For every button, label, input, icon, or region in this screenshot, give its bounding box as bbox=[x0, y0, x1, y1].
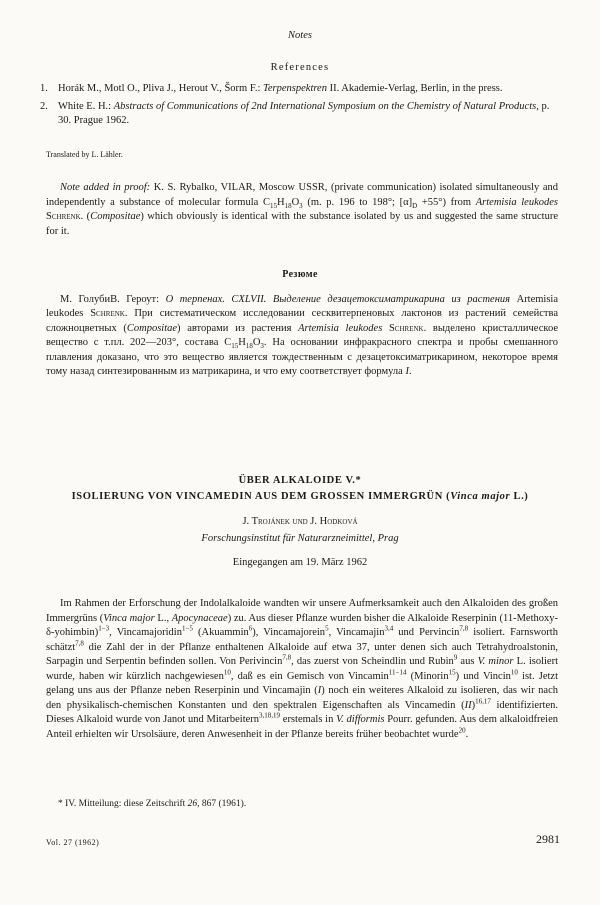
species-name: Artemisia leukodes bbox=[298, 322, 383, 334]
reference-number: 2. bbox=[40, 101, 48, 112]
title-text: ISOLIERUNG VON VINCAMEDIN AUS DEM GROSSEN IMMERGRÜN ( bbox=[71, 491, 451, 502]
body-text: , daß es ein Gemisch von Vincamin bbox=[230, 670, 389, 682]
note-text: . ( bbox=[80, 211, 91, 222]
resume-text: . На основании инфракрасного спектра и пробы смешанного плавления доказано, что это вещество является тождественным с дезацетоксиматрикарином, некоторое время тому назад синтезированным из матрикарина, и что ему соответствует формула bbox=[46, 337, 558, 378]
received-date: Eingegangen am 19. März 1962 bbox=[232, 557, 368, 568]
citation: 10 bbox=[223, 668, 231, 676]
species-name: Vinca major bbox=[103, 612, 155, 624]
body-text: , Vincamajoridin bbox=[109, 627, 182, 638]
note-lead: Note added in proof: bbox=[60, 182, 151, 193]
reference-authors: White E. H.: bbox=[58, 101, 114, 112]
article-title-line2 bbox=[0, 489, 600, 505]
resume-paragraph bbox=[46, 293, 558, 379]
body-text: , Vincamajin bbox=[328, 627, 385, 638]
body-text: L., bbox=[154, 612, 172, 624]
reference-title: Terpenspektren bbox=[263, 83, 327, 94]
citation: 20 bbox=[458, 726, 466, 734]
body-text: isoliert. Farnsworth schätzt bbox=[46, 627, 558, 653]
running-head: Notes bbox=[288, 30, 312, 41]
article-authors: J. Trojánek und J. Hodková bbox=[242, 516, 358, 527]
article-institute: Forschungsinstitut für Naturarzneimittel, Prag bbox=[201, 533, 399, 544]
citation: 7,8 bbox=[282, 653, 292, 662]
note-text: K. S. Rybalko, VILAR, Moscow USSR, (private communication) isolated simultaneously and independently a substance of molecular formula C bbox=[46, 182, 558, 208]
body-text: die Zahl der in der Pflanze enthaltenen Alkaloide auf etwa 37, unter denen sich auch Tetrahydroalstonin, Sarpagin und Serpentin befinden sollen. Von Perivincin bbox=[46, 641, 558, 667]
citation: 5 bbox=[325, 624, 329, 633]
subscript: 15 bbox=[231, 342, 239, 351]
family-name: Apocynaceae bbox=[171, 612, 228, 624]
reference-item bbox=[40, 82, 562, 96]
resume-heading: Резюме bbox=[282, 269, 318, 280]
reference-rest: , p. 30. Prague 1962. bbox=[58, 101, 550, 126]
references-heading: References bbox=[270, 62, 330, 73]
formula-ref: I bbox=[317, 685, 322, 696]
body-text: und Pervincin bbox=[393, 627, 460, 638]
body-text: aus bbox=[457, 656, 478, 667]
citation: 15 bbox=[448, 668, 456, 676]
body-text: ist. Jetzt gelang uns aus der Pflanze neben Reserpinin und Vincamajin ( bbox=[46, 670, 558, 696]
resume-authors: М. ГолубиВ. Героут: bbox=[60, 294, 166, 305]
resume-text: H bbox=[238, 337, 246, 349]
subscript: 18 bbox=[284, 201, 292, 210]
resume-text: . При систематическом исследовании сесквитерпеновых лактонов из растений семейства сложноцветных ( bbox=[46, 308, 559, 334]
reference-rest: II. Akademie-Verlag, Berlin, in the press. bbox=[326, 83, 503, 94]
body-text: . bbox=[465, 728, 469, 740]
subscript: 3 bbox=[299, 201, 303, 210]
subscript: 18 bbox=[245, 342, 253, 351]
family-name: Compositae bbox=[126, 322, 178, 334]
resume-text bbox=[382, 323, 389, 334]
footnote-volume: 26 bbox=[187, 799, 198, 809]
body-text: Pourr. gefunden. Aus dem alkaloidfreien Anteil erhielten wir Ursolsäure, deren Anwesenheit in der Pflanze bereits früher beobachtet wurde bbox=[46, 714, 559, 740]
taxon-author: Schrenk bbox=[388, 322, 424, 334]
body-text: identifizierten. Dieses Alkaloid wurde von Janot und Mitarbeitern bbox=[46, 699, 558, 725]
species-name: Artemisia leukodes bbox=[475, 196, 558, 208]
body-text: , das zuerst von Scheindlin und Rubin bbox=[291, 656, 454, 667]
body-text: erstemals in bbox=[280, 714, 337, 725]
references-list bbox=[40, 82, 562, 132]
citation: 3,18,19 bbox=[259, 711, 281, 720]
citation: 7,8 bbox=[75, 639, 84, 647]
formula-ref: I bbox=[405, 366, 409, 378]
citation: 1−5 bbox=[181, 624, 193, 633]
subscript: 3 bbox=[260, 342, 264, 351]
footnote bbox=[58, 799, 246, 809]
title-species: Vinca major bbox=[450, 491, 511, 502]
citation: 16,17 bbox=[475, 697, 491, 705]
footnote-text: * IV. Mitteilung: diese Zeitschrift bbox=[58, 799, 188, 809]
note-text: +55°) from bbox=[417, 196, 476, 208]
citation: 6 bbox=[248, 624, 253, 633]
body-text: (Minorin bbox=[406, 670, 449, 682]
reference-item bbox=[40, 100, 562, 128]
citation: 1−3 bbox=[98, 624, 110, 633]
species-name: V. difformis bbox=[336, 714, 385, 725]
note-text: H bbox=[276, 196, 285, 208]
body-paragraph bbox=[46, 597, 558, 742]
subscript: 15 bbox=[269, 201, 277, 210]
resume-text: O bbox=[252, 337, 261, 349]
taxon-author: Schrenk bbox=[90, 308, 125, 320]
note-text: O bbox=[291, 196, 300, 208]
citation: 3,4 bbox=[384, 624, 394, 633]
family-name: Compositae bbox=[90, 211, 141, 222]
article-title bbox=[0, 473, 600, 505]
body-text: (Akuammin bbox=[192, 627, 249, 638]
note-added-in-proof bbox=[46, 181, 558, 239]
citation: 10 bbox=[510, 668, 518, 676]
resume-text: Artemisia leukodes bbox=[46, 294, 559, 320]
body-text: Im Rahmen der Erforschung der Indolalkaloide wandten wir unsere Aufmerksamkeit auch den Alkaloiden des großen Immergrüns ( bbox=[46, 598, 558, 624]
resume-text: ) авторами из растения bbox=[177, 322, 299, 334]
species-name: V. minor bbox=[477, 656, 514, 667]
footnote-text: , 867 (1961). bbox=[197, 799, 247, 809]
reference-authors: Horák M., Motl O., Pliva J., Herout V., Šorm F.: bbox=[58, 83, 263, 94]
resume-title-italic: О терпенах. CXLVII. Выделение дезацетоксиматрикарина из растения bbox=[165, 294, 511, 305]
journal-volume: Vol. 27 (1962) bbox=[46, 838, 100, 847]
subscript: D bbox=[412, 201, 418, 210]
citation: 9 bbox=[453, 653, 458, 662]
body-text: ) zu. Aus dieser Pflanze wurden bisher die Alkaloide Reserpinin (11-Methoxy-δ-yohimbin) bbox=[46, 612, 558, 638]
body-text: ), Vincamajorein bbox=[252, 627, 326, 638]
resume-text: . bbox=[408, 366, 412, 378]
page-number: 2981 bbox=[536, 832, 560, 846]
body-text: ) und Vincin bbox=[455, 670, 511, 682]
title-text: L.) bbox=[510, 491, 529, 502]
body-text: ) noch ein weiteres Alkaloid zu isolieren, das wir nach den physikalisch-chemischen Konstanten und den spektralen Eigenschaften als Vincamedin ( bbox=[46, 685, 559, 711]
citation: 7,8 bbox=[459, 624, 469, 633]
reference-title: Abstracts of Communications of 2nd International Symposium on the Chemistry of Natural Products bbox=[113, 101, 537, 112]
note-text: (m. p. 196 to 198°; [α] bbox=[302, 196, 413, 208]
body-text: ) bbox=[471, 699, 476, 711]
body-text: L. isoliert wurde, haben wir kürzlich nachgewiesen bbox=[46, 656, 558, 682]
resume-text: . выделено кристаллическое вещество с т.пл. 202—203°, состава C bbox=[46, 322, 558, 349]
citation: 11−14 bbox=[388, 668, 407, 676]
reference-number: 1. bbox=[40, 83, 48, 94]
taxon-author: Schrenk bbox=[46, 211, 81, 222]
note-text: ) which obviously is identical with the substance isolated by us and suggested the same structure for it. bbox=[46, 211, 559, 237]
formula-ref: II bbox=[464, 699, 472, 711]
translator-credit: Translated by L. Lähler. bbox=[46, 150, 123, 159]
article-title-line1: ÜBER ALKALOIDE V.* bbox=[238, 475, 362, 486]
